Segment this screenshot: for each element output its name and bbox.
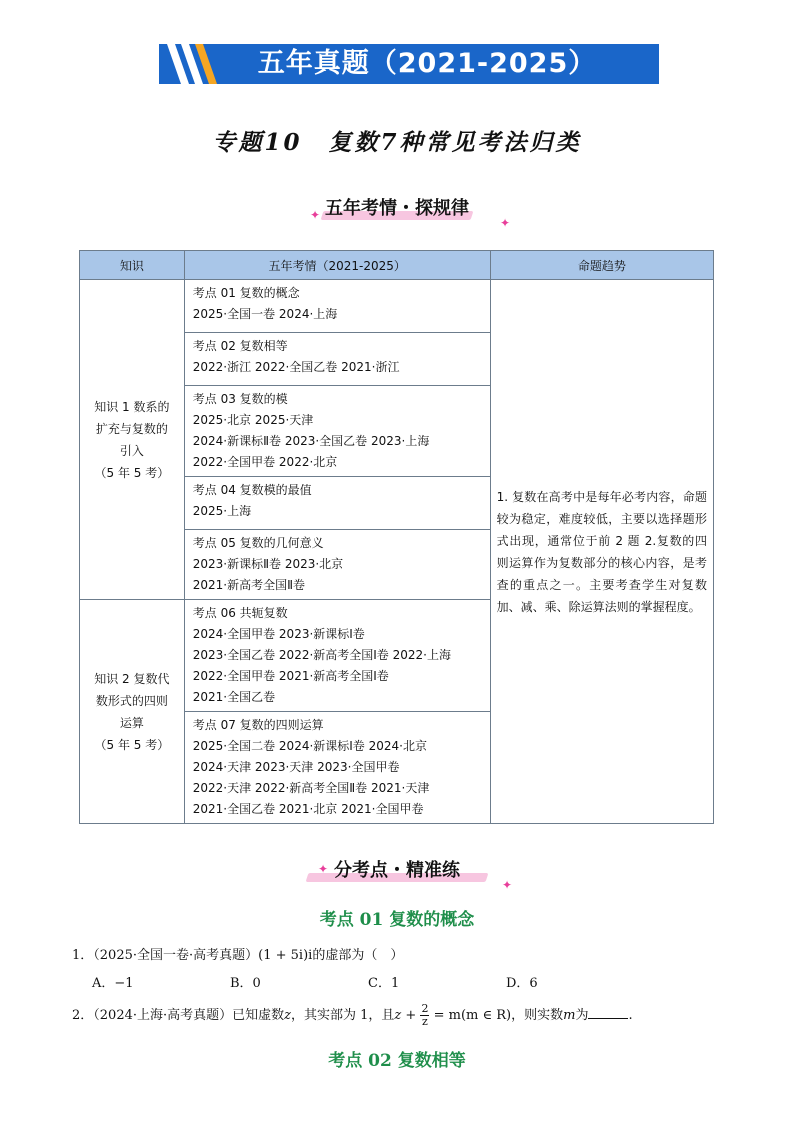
point-cell-02 <box>184 333 490 386</box>
header-banner <box>159 44 659 84</box>
point-title: 考点 01 复数的概念 <box>192 286 300 300</box>
point-years: 2022·浙江 2022·全国乙卷 2021·浙江 <box>192 360 400 374</box>
point-cell-07 <box>184 712 490 824</box>
question-expression: (1 + 5i)i <box>258 948 313 963</box>
knowledge-line: 引入 <box>119 443 144 458</box>
point-title: 考点 04 复数模的最值 <box>192 483 312 497</box>
knowledge-line: 运算 <box>119 715 144 730</box>
point-years: 2025·上海 <box>192 504 252 518</box>
section-heading-practice <box>0 856 794 892</box>
point-title: 考点 02 复数相等 <box>192 339 288 353</box>
table-row <box>80 280 714 333</box>
point-years: 2023·全国乙卷 2022·新高考全国Ⅰ卷 2022·上海 <box>192 648 451 662</box>
point-years: 2024·全国甲卷 2023·新课标Ⅰ卷 <box>192 627 365 641</box>
knowledge-line: （5 年 5 考） <box>94 465 170 480</box>
point-cell-06 <box>184 600 490 712</box>
section-heading-exam-trend <box>0 194 794 230</box>
question-source: （2024·上海·高考真题） <box>93 1008 233 1023</box>
table-header-row <box>80 251 714 280</box>
option-b[interactable]: B．0 <box>230 976 261 991</box>
knowledge-cell-1 <box>80 280 185 600</box>
point-title: 考点 06 共轭复数 <box>192 606 288 620</box>
point-years: 2023·新课标Ⅱ卷 2023·北京 <box>192 557 344 571</box>
variable-m: m <box>563 1008 576 1023</box>
question-text: 为 <box>575 1008 589 1023</box>
point-cell-04 <box>184 477 490 530</box>
header-five-year: 五年考情（2021-2025） <box>184 251 490 280</box>
fraction-denominator: z <box>422 1015 428 1028</box>
sparkle-icon: ✦ <box>502 878 513 892</box>
fraction-numerator: 2 <box>421 1002 429 1015</box>
question-source: （2025·全国一卷·高考真题） <box>93 948 259 963</box>
question-text: ，其实部为 1，且 <box>291 1008 395 1023</box>
page-title: 专题10 复数7种常见考法归类 <box>212 129 582 156</box>
point-cell-03 <box>184 386 490 477</box>
knowledge-line: 知识 2 复数代 <box>94 671 170 686</box>
equation: = m(m ∈ R) <box>433 1008 512 1023</box>
sparkle-icon: ✦ <box>310 208 321 222</box>
point-heading-01: 考点 01 复数的概念 <box>319 910 475 930</box>
header-trend: 命题趋势 <box>490 251 713 280</box>
answer-blank[interactable] <box>588 1018 628 1019</box>
header-knowledge: 知识 <box>80 251 185 280</box>
point-years: 2021·全国乙卷 2021·北京 2021·全国甲卷 <box>192 802 424 816</box>
question-period: . <box>628 1008 633 1023</box>
question-2: 2．（2024·上海·高考真题）已知虚数z，其实部为 1，且z + $\frac{2}{z}$ = m(m ∈ R)，则实数m为 . <box>72 1002 633 1028</box>
point-years: 2025·全国一卷 2024·上海 <box>192 307 338 321</box>
knowledge-line: 数形式的四则 <box>95 693 168 708</box>
point-years: 2021·新高考全国Ⅱ卷 <box>192 578 306 592</box>
sparkle-icon: ✦ <box>500 216 511 230</box>
point-years: 2021·全国乙卷 <box>192 690 276 704</box>
option-c[interactable]: C．1 <box>368 976 400 991</box>
point-title: 考点 05 复数的几何意义 <box>192 536 324 550</box>
fraction <box>420 1003 429 1028</box>
knowledge-line: （5 年 5 考） <box>94 737 170 752</box>
point-years: 2024·天津 2023·天津 2023·全国甲卷 <box>192 760 400 774</box>
question-1-options <box>92 972 644 991</box>
point-cell-05 <box>184 530 490 600</box>
question-text: 的虚部为（ ） <box>312 948 404 963</box>
knowledge-cell-2 <box>80 600 185 824</box>
question-1 <box>72 944 403 963</box>
option-d[interactable]: D．6 <box>506 976 538 991</box>
question-number: 2． <box>72 1008 94 1023</box>
point-cell-01 <box>184 280 490 333</box>
banner-title: 五年真题（2021-2025） <box>257 48 597 79</box>
point-title: 考点 07 复数的四则运算 <box>192 718 324 732</box>
exam-overview-table <box>79 250 714 824</box>
sparkle-icon: ✦ <box>318 862 329 876</box>
point-years: 2025·全国二卷 2024·新课标Ⅰ卷 2024·北京 <box>192 739 427 753</box>
knowledge-line: 知识 1 数系的 <box>94 399 170 414</box>
section-heading-text: 分考点・精准练 <box>334 860 460 881</box>
question-number: 1． <box>72 948 94 963</box>
question-text: 已知虚数 <box>232 1008 285 1023</box>
point-years: 2024·新课标Ⅱ卷 2023·全国乙卷 2023·上海 <box>192 434 430 448</box>
point-heading-02: 考点 02 复数相等 <box>328 1051 466 1071</box>
section-heading-text: 五年考情・探规律 <box>325 198 469 219</box>
point-years: 2022·全国甲卷 2022·北京 <box>192 455 338 469</box>
option-a[interactable]: A．−1 <box>92 976 134 991</box>
question-text: ，则实数 <box>511 1008 564 1023</box>
point-years: 2025·北京 2025·天津 <box>192 413 314 427</box>
trend-cell: 1. 复数在高考中是每年必考内容，命题较为稳定，难度较低，主要以选择题形式出现，通常位于前 2 题 2.复数的四则运算作为复数部分的核心内容，是考查的重点之一。主要考查学生对复数加、减、乘、除运算法则的掌握程度。 <box>490 280 713 824</box>
variable-z: z <box>284 1008 292 1023</box>
point-years: 2022·天津 2022·新高考全国Ⅱ卷 2021·天津 <box>192 781 430 795</box>
point-years: 2022·全国甲卷 2021·新高考全国Ⅰ卷 <box>192 669 389 683</box>
knowledge-line: 扩充与复数的 <box>95 421 168 436</box>
point-title: 考点 03 复数的模 <box>192 392 288 406</box>
